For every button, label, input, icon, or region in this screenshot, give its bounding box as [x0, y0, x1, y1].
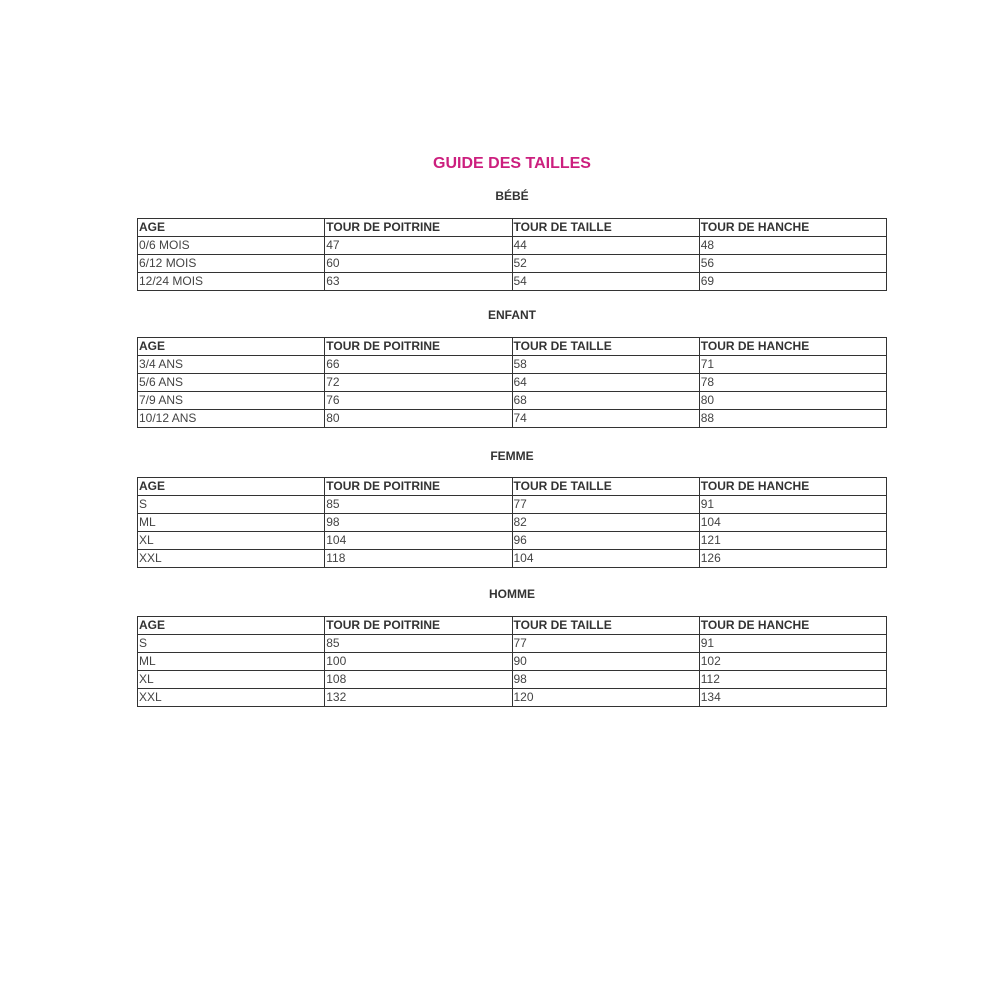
- table-row: [138, 689, 887, 707]
- cell-age: XL: [138, 671, 325, 689]
- cell-age: 10/12 ANS: [138, 410, 325, 428]
- cell-age: XL: [138, 532, 325, 550]
- table-row: [138, 550, 887, 568]
- cell-waist: 44: [512, 237, 699, 255]
- table-row: [138, 671, 887, 689]
- cell-hip: 104: [699, 514, 886, 532]
- cell-chest: 100: [325, 653, 512, 671]
- column-header-waist: TOUR DE TAILLE: [512, 478, 699, 496]
- cell-chest: 72: [325, 374, 512, 392]
- cell-age: 6/12 MOIS: [138, 255, 325, 273]
- cell-chest: 47: [325, 237, 512, 255]
- cell-waist: 54: [512, 273, 699, 291]
- section-heading-bebe: BÉBÉ: [495, 189, 529, 203]
- cell-age: 7/9 ANS: [138, 392, 325, 410]
- cell-hip: 69: [699, 273, 886, 291]
- cell-hip: 121: [699, 532, 886, 550]
- column-header-chest: TOUR DE POITRINE: [325, 478, 512, 496]
- section-heading-femme: FEMME: [490, 449, 534, 463]
- cell-hip: 91: [699, 635, 886, 653]
- table-row: [138, 356, 887, 374]
- table-row: [138, 374, 887, 392]
- table-header-row: [138, 219, 887, 237]
- cell-waist: 104: [512, 550, 699, 568]
- cell-waist: 77: [512, 635, 699, 653]
- cell-hip: 56: [699, 255, 886, 273]
- cell-waist: 74: [512, 410, 699, 428]
- cell-hip: 78: [699, 374, 886, 392]
- page-title: GUIDE DES TAILLES: [433, 155, 591, 172]
- column-header-hip: TOUR DE HANCHE: [699, 478, 886, 496]
- cell-age: 12/24 MOIS: [138, 273, 325, 291]
- column-header-chest: TOUR DE POITRINE: [325, 338, 512, 356]
- column-header-chest: TOUR DE POITRINE: [325, 219, 512, 237]
- table-row: [138, 255, 887, 273]
- table-row: [138, 237, 887, 255]
- table-header-row: [138, 617, 887, 635]
- size-table-homme: [137, 616, 887, 707]
- cell-chest: 104: [325, 532, 512, 550]
- cell-chest: 66: [325, 356, 512, 374]
- cell-age: XXL: [138, 689, 325, 707]
- column-header-age: AGE: [138, 478, 325, 496]
- cell-chest: 85: [325, 496, 512, 514]
- cell-hip: 102: [699, 653, 886, 671]
- table-row: [138, 635, 887, 653]
- table-row: [138, 532, 887, 550]
- cell-waist: 52: [512, 255, 699, 273]
- column-header-waist: TOUR DE TAILLE: [512, 219, 699, 237]
- column-header-chest: TOUR DE POITRINE: [325, 617, 512, 635]
- cell-hip: 88: [699, 410, 886, 428]
- cell-waist: 64: [512, 374, 699, 392]
- column-header-hip: TOUR DE HANCHE: [699, 617, 886, 635]
- cell-age: 5/6 ANS: [138, 374, 325, 392]
- cell-chest: 60: [325, 255, 512, 273]
- table-row: [138, 273, 887, 291]
- cell-age: 3/4 ANS: [138, 356, 325, 374]
- section-heading-homme: HOMME: [489, 587, 535, 601]
- section-heading-enfant: ENFANT: [488, 308, 536, 322]
- table-row: [138, 496, 887, 514]
- column-header-age: AGE: [138, 338, 325, 356]
- cell-age: ML: [138, 514, 325, 532]
- cell-age: S: [138, 496, 325, 514]
- size-table-enfant: [137, 337, 887, 428]
- cell-hip: 80: [699, 392, 886, 410]
- cell-hip: 134: [699, 689, 886, 707]
- cell-chest: 118: [325, 550, 512, 568]
- cell-hip: 112: [699, 671, 886, 689]
- cell-chest: 76: [325, 392, 512, 410]
- column-header-age: AGE: [138, 617, 325, 635]
- cell-hip: 48: [699, 237, 886, 255]
- size-table-bebe: [137, 218, 887, 291]
- cell-waist: 98: [512, 671, 699, 689]
- cell-chest: 98: [325, 514, 512, 532]
- size-table-femme: [137, 477, 887, 568]
- cell-chest: 132: [325, 689, 512, 707]
- cell-waist: 82: [512, 514, 699, 532]
- table-row: [138, 392, 887, 410]
- cell-waist: 90: [512, 653, 699, 671]
- cell-age: XXL: [138, 550, 325, 568]
- cell-hip: 126: [699, 550, 886, 568]
- cell-hip: 71: [699, 356, 886, 374]
- table-row: [138, 410, 887, 428]
- table-header-row: [138, 478, 887, 496]
- column-header-waist: TOUR DE TAILLE: [512, 617, 699, 635]
- cell-chest: 85: [325, 635, 512, 653]
- cell-age: ML: [138, 653, 325, 671]
- cell-waist: 96: [512, 532, 699, 550]
- column-header-hip: TOUR DE HANCHE: [699, 219, 886, 237]
- cell-chest: 80: [325, 410, 512, 428]
- table-row: [138, 653, 887, 671]
- cell-waist: 77: [512, 496, 699, 514]
- column-header-waist: TOUR DE TAILLE: [512, 338, 699, 356]
- table-header-row: [138, 338, 887, 356]
- cell-waist: 58: [512, 356, 699, 374]
- cell-hip: 91: [699, 496, 886, 514]
- column-header-age: AGE: [138, 219, 325, 237]
- table-row: [138, 514, 887, 532]
- cell-waist: 68: [512, 392, 699, 410]
- cell-age: 0/6 MOIS: [138, 237, 325, 255]
- column-header-hip: TOUR DE HANCHE: [699, 338, 886, 356]
- cell-chest: 108: [325, 671, 512, 689]
- cell-age: S: [138, 635, 325, 653]
- cell-chest: 63: [325, 273, 512, 291]
- cell-waist: 120: [512, 689, 699, 707]
